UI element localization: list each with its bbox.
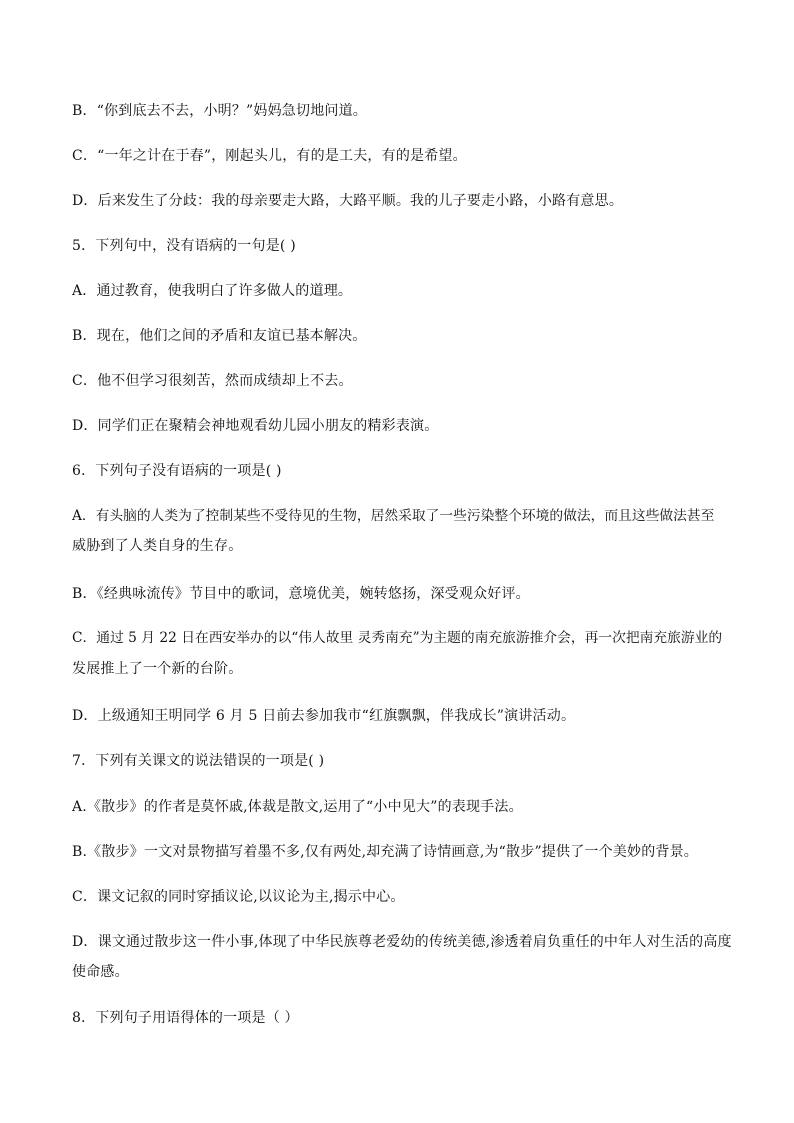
option-7d-line2: 使命感。 [72, 964, 129, 980]
option-5d: D．同学们正在聚精会神地观看幼儿园小朋友的精彩表演。 [72, 418, 439, 434]
question-6-stem: 6．下列句子没有语病的一项是( ) [72, 463, 282, 479]
option-6c-line1: C．通过 5 月 22 日在西安举办的以“伟人故里 灵秀南充”为主题的南充旅游推介会，再一次把南充旅游业的 [72, 630, 723, 646]
option-6d: D．上级通知王明同学 6 月 5 日前去参加我市“红旗飘飘，伴我成长”演讲活动。 [72, 708, 576, 724]
option-6b: B．《经典咏流传》节目中的歌词，意境优美，婉转悠扬，深受观众好评。 [72, 586, 530, 602]
option-4b: B．“你到底去不去，小明？”妈妈急切地问道。 [72, 103, 368, 119]
option-5b: B．现在，他们之间的矛盾和友谊已基本解决。 [72, 328, 367, 344]
option-7b: B.《散步》一文对景物描写着墨不多,仅有两处,却充满了诗情画意,为“散步”提供了一个美妙的背景。 [72, 844, 699, 860]
option-6a-line1: A．有头脑的人类为了控制某些不受待见的生物，居然采取了一些污染整个环境的做法，而且这些做法甚至 [72, 508, 715, 524]
question-7-stem: 7．下列有关课文的说法错误的一项是( ) [72, 753, 325, 769]
option-5a: A．通过教育，使我明白了许多做人的道理。 [72, 283, 353, 299]
option-7a: A.《散步》的作者是莫怀戚,体裁是散文,运用了“小中见大”的表现手法。 [72, 799, 523, 815]
option-4c: C．“一年之计在于春”，刚起头儿，有的是工夫，有的是希望。 [72, 148, 467, 164]
option-4d: D．后来发生了分歧：我的母亲要走大路，大路平顺。我的儿子要走小路，小路有意思。 [72, 193, 624, 209]
option-5c: C．他不但学习很刻苦，然而成绩却上不去。 [72, 373, 353, 389]
option-6c-line2: 发展推上了一个新的台阶。 [72, 661, 243, 677]
question-8-stem: 8．下列句子用语得体的一项是（ ） [72, 1010, 299, 1026]
question-5-stem: 5．下列句中，没有语病的一句是( ) [72, 238, 296, 254]
option-6a-line2: 威胁到了人类自身的生存。 [72, 538, 243, 554]
option-7d-line1: D．课文通过散步这一件小事,体现了中华民族尊老爱幼的传统美德,渗透着肩负重任的中年人对生活的高度 [72, 934, 732, 950]
option-7c: C．课文记叙的同时穿插议论,以议论为主,揭示中心。 [72, 889, 405, 905]
